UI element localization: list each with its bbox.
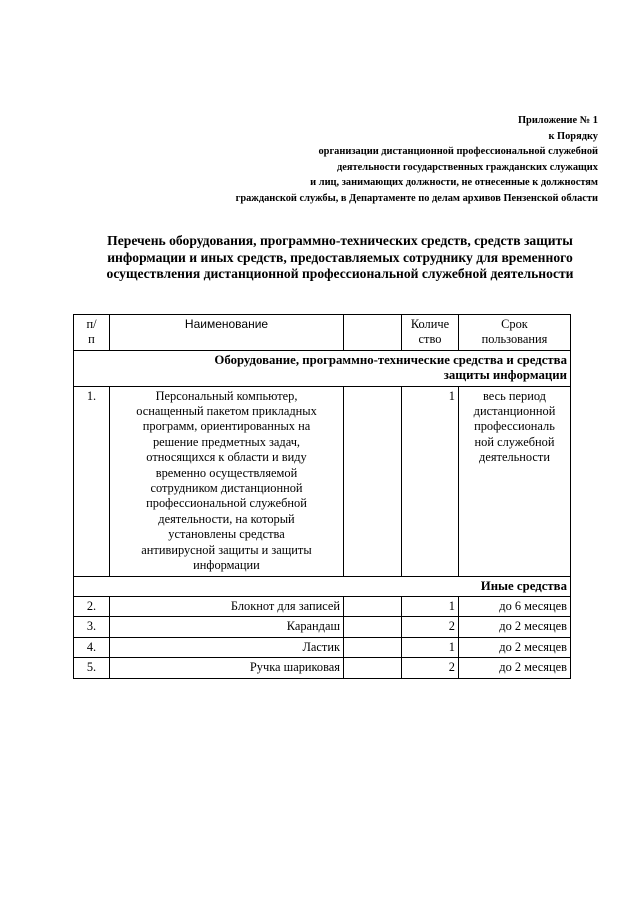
row-name-line: сотрудником дистанционной [150, 481, 303, 496]
document-title [80, 233, 600, 283]
row-name-line: временно осуществляемой [155, 465, 298, 480]
row-empty-cell [344, 658, 402, 678]
appendix-line: к Порядку [548, 130, 598, 142]
header-empty-cell [344, 315, 402, 351]
title-line: Перечень оборудования, программно-технических средств, средств защиты [107, 233, 573, 248]
equipment-table [73, 314, 571, 679]
header-num-text: п/ [86, 317, 97, 331]
table-row [74, 637, 571, 657]
row-num-cell: 4. [74, 637, 110, 657]
row-name-line: Персональный компьютер, [155, 388, 298, 403]
row-term-cell: до 6 месяцев [459, 596, 571, 616]
row-term-line: деятельности [479, 450, 550, 465]
row-empty-cell [344, 637, 402, 657]
appendix-line: организации дистанционной профессиональной служебной [318, 146, 598, 158]
row-name-line: профессиональной служебной [146, 496, 307, 511]
row-num-cell: 5. [74, 658, 110, 678]
table-row [74, 658, 571, 678]
header-term-cell [459, 315, 571, 351]
row-empty-cell [344, 617, 402, 637]
title-line: информации и иных средств, предоставляемых сотруднику для временного [107, 249, 573, 265]
section-row [74, 576, 571, 596]
row-term-line: весь период [483, 388, 546, 403]
row-term-cell: до 2 месяцев [459, 617, 571, 637]
row-num-cell: 3. [74, 617, 110, 637]
appendix-line: деятельности государственных гражданских служащих [337, 161, 598, 173]
section-title-other: Иные средства [74, 576, 571, 596]
appendix-line: Приложение № 1 [517, 115, 598, 126]
row-empty-cell [344, 596, 402, 616]
appendix-block [78, 113, 598, 207]
header-term-text: Срок [501, 317, 528, 331]
section-text: Оборудование, программно-технические средства и средства [214, 352, 567, 367]
row-name-line: деятельности, на который [158, 511, 295, 526]
header-qty-text: ство [418, 332, 442, 347]
row-name-line: информации [193, 558, 260, 573]
header-num-text: п [88, 332, 95, 347]
appendix-line: гражданской службы, в Департаменте по делам архивов Пензенской области [235, 192, 598, 204]
section-row [74, 350, 571, 386]
row-term-line: ной служебной [474, 434, 555, 449]
row-name-cell [110, 386, 344, 576]
row-name-line: установлены средства [168, 527, 285, 542]
header-name-text: Наименование [184, 317, 269, 331]
title-line: осуществления дистанционной профессиональной служебной деятельности [106, 266, 574, 281]
row-term-cell [459, 386, 571, 576]
row-num-cell: 2. [74, 596, 110, 616]
table-row [74, 617, 571, 637]
row-qty-cell: 1 [402, 637, 459, 657]
header-qty-text: Количе [410, 317, 450, 331]
row-qty-cell: 2 [402, 658, 459, 678]
row-name-line: антивирусной защиты и защиты [141, 542, 312, 557]
row-name-cell: Ручка шариковая [110, 658, 344, 678]
table-row [74, 596, 571, 616]
row-name-line: относящихся к области и виду [146, 450, 307, 465]
row-name-line: оснащенный пакетом прикладных [136, 404, 317, 419]
row-term-cell: до 2 месяцев [459, 658, 571, 678]
header-name-cell [110, 315, 344, 351]
table-header-row [74, 315, 571, 351]
appendix-line: и лиц, занимающих должности, не отнесенные к должностям [310, 177, 598, 189]
row-name-line: решение предметных задач, [152, 434, 301, 449]
row-name-line: программ, ориентированных на [142, 419, 311, 434]
row-term-line: профессиональ [474, 419, 555, 434]
row-term-cell: до 2 месяцев [459, 637, 571, 657]
row-qty-cell: 1 [402, 596, 459, 616]
row-name-cell: Блокнот для записей [110, 596, 344, 616]
row-name-cell: Карандаш [110, 617, 344, 637]
row-empty-cell [344, 386, 402, 576]
header-qty-cell [402, 315, 459, 351]
header-term-text: пользования [481, 332, 548, 347]
section-title-equipment [74, 350, 571, 386]
row-name-cell: Ластик [110, 637, 344, 657]
row-qty-cell: 1 [402, 386, 459, 576]
header-num-cell [74, 315, 110, 351]
section-text: защиты информации [443, 368, 567, 383]
row-qty-cell: 2 [402, 617, 459, 637]
row-term-line: дистанционной [473, 404, 556, 419]
table-row [74, 386, 571, 576]
row-num-cell: 1. [74, 386, 110, 576]
